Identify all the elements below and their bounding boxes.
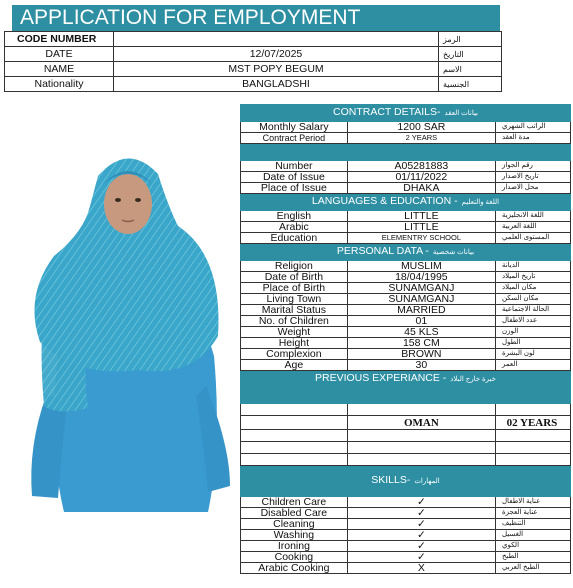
skill-cooking-row [241,552,571,563]
experience-blank-row-4 [241,454,571,466]
experience-blank-row-3 [241,442,571,454]
period-label: Contract Period [241,133,348,144]
living-town-arabic: مكان السكن [495,294,570,305]
religion-row [241,261,571,272]
experience-blank-row [241,404,571,416]
dob-label: Date of Birth [241,272,348,283]
nationality-value: BANGLADSHI [114,77,439,92]
header-row-code [5,32,502,47]
experience-country: OMAN [347,416,495,430]
code-number-value [114,32,439,47]
age-value: 30 [347,360,495,371]
complexion-label: Complexion [241,349,348,360]
salary-row [241,122,571,133]
skill-arabic-cooking-arabic: الطبخ العربي [495,563,570,574]
religion-value: MUSLIM [347,261,495,272]
personal-heading-arabic: بيانات شخصية [432,249,475,256]
complexion-value: BROWN [347,349,495,360]
contract-heading-arabic: بيانات العقد [444,110,479,117]
weight-row [241,327,571,338]
experience-blank-row-2 [241,430,571,442]
header-row-name [5,62,502,77]
dob-arabic: تاريخ الميلاد [495,272,570,283]
date-arabic: التاريخ [439,47,502,62]
passport-number-row [241,161,571,172]
living-town-value: SUNAMGANJ [347,294,495,305]
languages-heading-arabic: اللغة والتعليم [461,199,500,206]
religion-label: Religion [241,261,348,272]
salary-value: 1200 SAR [347,122,495,133]
applicant-photo [18,146,234,512]
skill-ironing-arabic: الكوي [495,541,570,552]
experience-row [241,416,571,430]
passport-number-value: A05281883 [347,161,495,172]
weight-arabic: الوزن [495,327,570,338]
skills-heading: SKILLS- [371,474,411,486]
date-label: DATE [5,47,114,62]
arabic-label: Arabic [241,222,348,233]
marital-row [241,305,571,316]
personal-section-header [241,244,571,261]
skill-children-care-row [241,497,571,508]
issue-place-arabic: محل الاصدار [495,183,570,194]
experience-heading: PREVIOUS EXPERIANCE - [315,372,447,384]
skill-children-care-arabic: عناية الاطفال [495,497,570,508]
complexion-row [241,349,571,360]
children-value: 01 [347,316,495,327]
dob-value: 18/04/1995 [347,272,495,283]
date-value: 12/07/2025 [114,47,439,62]
marital-label: Marital Status [241,305,348,316]
skill-arabic-cooking-label: Arabic Cooking [241,563,348,574]
children-label: No. of Children [241,316,348,327]
skill-children-care-value: ✓ [347,497,495,508]
skill-cooking-label: Cooking [241,552,348,563]
skill-washing-label: Washing [241,530,348,541]
living-town-row [241,294,571,305]
period-value: 2 YEARS [347,133,495,144]
code-number-arabic: الرمز [439,32,502,47]
issue-date-arabic: تاريخ الاصدار [495,172,570,183]
personal-heading: PERSONAL DATA - [336,245,429,257]
experience-years: 02 YEARS [495,416,570,430]
passport-number-arabic: رقم الجواز [495,161,570,172]
salary-label: Monthly Salary [241,122,348,133]
contract-section-header [241,105,571,122]
period-row [241,133,571,144]
children-arabic: عدد الاطفال [495,316,570,327]
dob-row [241,272,571,283]
skill-washing-row [241,530,571,541]
weight-value: 45 KLS [347,327,495,338]
nationality-arabic: الجنسية [439,77,502,92]
languages-section-header [241,194,571,211]
arabic-value: LITTLE [347,222,495,233]
birthplace-label: Place of Birth [241,283,348,294]
english-arabic: اللغة الانجليزية [495,211,570,222]
experience-section-header [241,371,571,404]
height-row [241,338,571,349]
skill-ironing-value: ✓ [347,541,495,552]
skill-ironing-label: Ironing [241,541,348,552]
arabic-arabic: اللغة العربية [495,222,570,233]
header-table [4,31,502,92]
salary-arabic: الراتب الشهري [495,122,570,133]
education-value: ELEMENTRY SCHOOL [347,233,495,244]
english-label: English [241,211,348,222]
marital-value: MARRIED [347,305,495,316]
skill-cooking-value: ✓ [347,552,495,563]
age-row [241,360,571,371]
code-number-label: CODE NUMBER [5,32,114,47]
skill-washing-arabic: الغسيل [495,530,570,541]
details-form [240,104,571,574]
skill-arabic-cooking-value: X [347,563,495,574]
name-label: NAME [5,62,114,77]
issue-date-value: 01/11/2022 [347,172,495,183]
skill-cleaning-label: Cleaning [241,519,348,530]
arabic-row [241,222,571,233]
skill-disabled-care-arabic: عناية العجزة [495,508,570,519]
skill-arabic-cooking-row [241,563,571,574]
children-row [241,316,571,327]
header-row-nationality [5,77,502,92]
age-label: Age [241,360,348,371]
complexion-arabic: لون البشرة [495,349,570,360]
nationality-label: Nationality [5,77,114,92]
contract-heading: CONTRACT DETAILS- [332,106,441,118]
english-value: LITTLE [347,211,495,222]
education-row [241,233,571,244]
skill-cooking-arabic: الطبخ [495,552,570,563]
skill-cleaning-arabic: التنظيف [495,519,570,530]
experience-heading-arabic: خبرة خارج البلاد [450,376,496,383]
height-value: 158 CM [347,338,495,349]
skill-ironing-row [241,541,571,552]
passport-number-label: Number [241,161,348,172]
english-row [241,211,571,222]
name-value: MST POPY BEGUM [114,62,439,77]
issue-date-row [241,172,571,183]
skill-disabled-care-value: ✓ [347,508,495,519]
religion-arabic: الديانة [495,261,570,272]
issue-place-value: DHAKA [347,183,495,194]
skill-cleaning-row [241,519,571,530]
passport-section-header [241,144,571,161]
weight-label: Weight [241,327,348,338]
height-arabic: الطول [495,338,570,349]
skill-cleaning-value: ✓ [347,519,495,530]
birthplace-value: SUNAMGANJ [347,283,495,294]
issue-place-label: Place of Issue [241,183,348,194]
name-arabic: الاسم [439,62,502,77]
page-title: APPLICATION FOR EMPLOYMENT [12,5,500,31]
skills-section-header [241,466,571,497]
skill-children-care-label: Children Care [241,497,348,508]
birthplace-arabic: مكان الميلاد [495,283,570,294]
marital-arabic: الحالة الاجتماعية [495,305,570,316]
issue-date-label: Date of Issue [241,172,348,183]
height-label: Height [241,338,348,349]
skill-disabled-care-label: Disabled Care [241,508,348,519]
education-label: Education [241,233,348,244]
header-row-date [5,47,502,62]
education-arabic: المستوى العلمي [495,233,570,244]
living-town-label: Living Town [241,294,348,305]
period-arabic: مدة العقد [495,133,570,144]
skill-disabled-care-row [241,508,571,519]
age-arabic: العمر [495,360,570,371]
skill-washing-value: ✓ [347,530,495,541]
birthplace-row [241,283,571,294]
issue-place-row [241,183,571,194]
skills-heading-arabic: المهارات [414,478,440,485]
languages-heading: LANGUAGES & EDUCATION - [311,195,458,207]
